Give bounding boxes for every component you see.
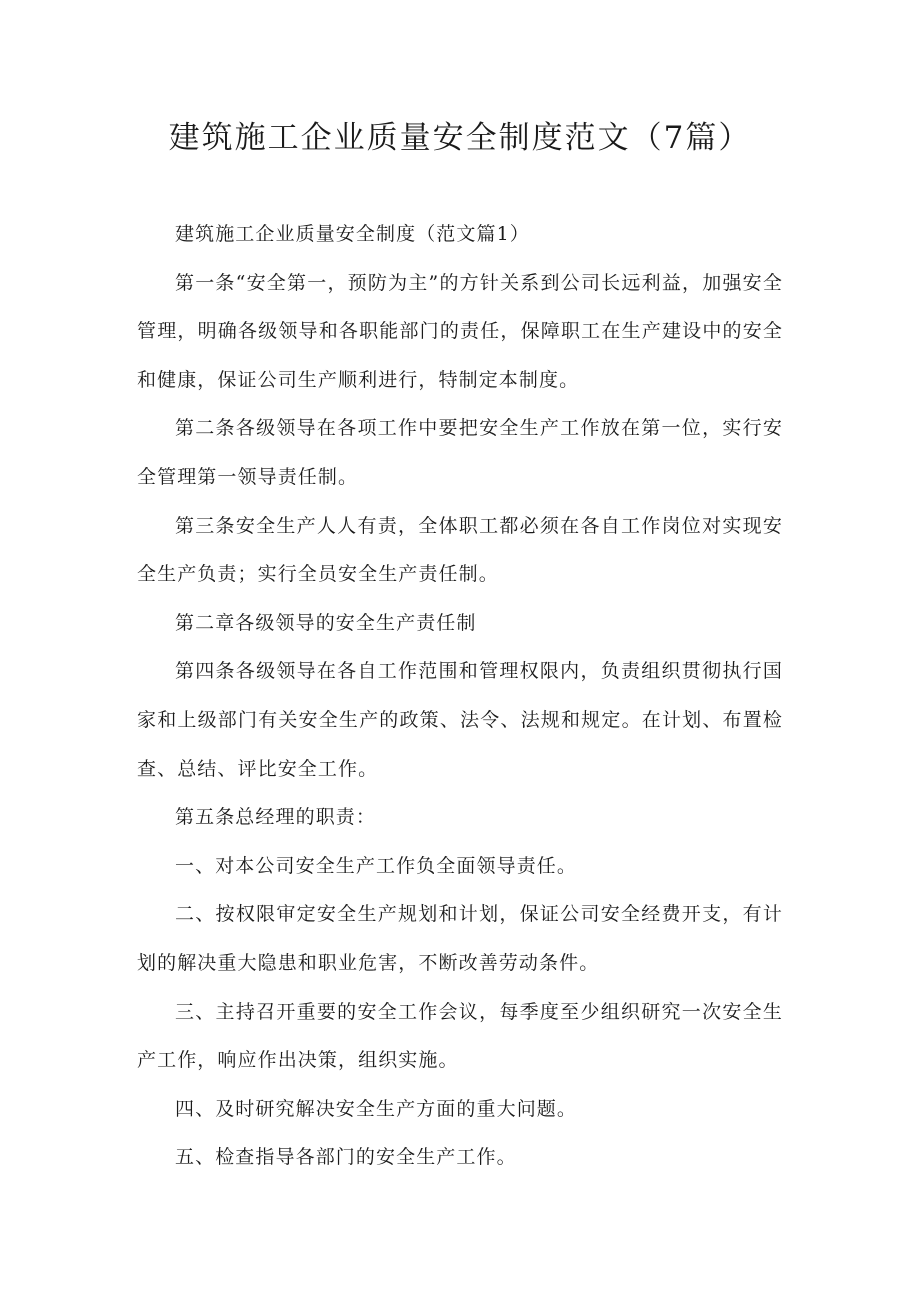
paragraph-article-1: 第一条“安全第一，预防为主”的方针关系到公司长远利益，加强安全管理，明确各级领导和各职能部门的责任，保障职工在生产建设中的安全和健康，保证公司生产顺利进行，特制定本制度。 [137, 271, 783, 391]
list-item-3: 三、主持召开重要的安全工作会议，每季度至少组织研究一次安全生产工作，响应作出决策，组织实施。 [137, 1000, 783, 1072]
list-item-4: 四、及时研究解决安全生产方面的重大问题。 [175, 1097, 578, 1120]
paragraph-article-4: 第四条各级领导在各自工作范围和管理权限内，负责组织贯彻执行国家和上级部门有关安全生产的政策、法令、法规和规定。在计划、布置检查、总结、评比安全工作。 [137, 660, 783, 780]
paragraph-article-5: 第五条总经理的职责： [175, 806, 377, 829]
paragraph-article-3: 第三条安全生产人人有责，全体职工都必须在各自工作岗位对实现安全生产负责；实行全员安全生产责任制。 [137, 514, 783, 586]
list-item-5: 五、检查指导各部门的安全生产工作。 [175, 1146, 517, 1169]
list-item-1: 一、对本公司安全生产工作负全面领导责任。 [175, 854, 578, 877]
list-item-2: 二、按权限审定安全生产规划和计划，保证公司安全经费开支，有计划的解决重大隐患和职业危害，不断改善劳动条件。 [137, 903, 783, 974]
document-title: 建筑施工企业质量安全制度范文（7篇） [168, 120, 752, 156]
document-body [137, 210, 783, 1182]
paragraph-article-2: 第二条各级领导在各项工作中要把安全生产工作放在第一位，实行安全管理第一领导责任制。 [137, 417, 783, 488]
section-heading: 建筑施工企业质量安全制度（范文篇1） [175, 223, 530, 245]
chapter-heading: 第二章各级领导的安全生产责任制 [175, 611, 477, 634]
